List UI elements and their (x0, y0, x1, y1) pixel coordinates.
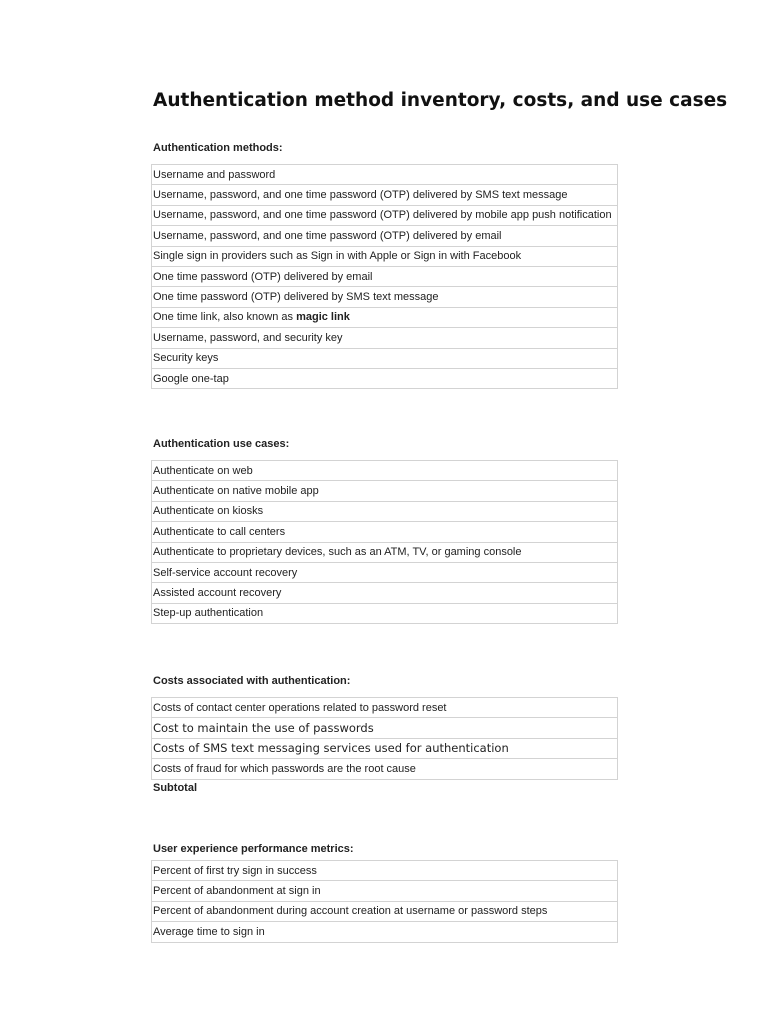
table-row (152, 328, 618, 348)
costs-heading: Costs associated with authentication: (153, 675, 351, 687)
table-cell: Username, password, and one time password (OTP) delivered by SMS text message (152, 185, 618, 205)
table-cell: Authenticate to call centers (152, 522, 618, 542)
use-cases-heading: Authentication use cases: (153, 438, 290, 450)
table-row (152, 718, 618, 738)
table-cell: Username and password (152, 165, 618, 185)
table-cell: Security keys (152, 348, 618, 368)
ux-metrics-heading: User experience performance metrics: (153, 843, 354, 855)
table-row (152, 901, 618, 921)
table-row (152, 246, 618, 266)
methods-table (151, 164, 618, 389)
table-cell: Username, password, and one time password (OTP) delivered by email (152, 226, 618, 246)
table-row (152, 861, 618, 881)
table-cell: One time password (OTP) delivered by SMS text message (152, 287, 618, 307)
table-row (152, 738, 618, 758)
table-cell: Authenticate on kiosks (152, 501, 618, 521)
table-row (152, 481, 618, 501)
table-row (152, 205, 618, 225)
table-row (152, 307, 618, 327)
table-row (152, 287, 618, 307)
magic-link-prefix: One time link, also known as (153, 311, 297, 324)
table-cell: Single sign in providers such as Sign in with Apple or Sign in with Facebook (152, 246, 618, 266)
table-cell: Username, password, and security key (152, 328, 618, 348)
table-cell: Costs of contact center operations related to password reset (152, 698, 618, 718)
table-cell: Percent of first try sign in success (152, 861, 618, 881)
table-cell: Authenticate on web (152, 461, 618, 481)
table-cell: Authenticate on native mobile app (152, 481, 618, 501)
table-cell: Step-up authentication (152, 603, 618, 623)
table-row (152, 348, 618, 368)
table-cell: Google one-tap (152, 368, 618, 388)
table-row (152, 185, 618, 205)
table-cell: Percent of abandonment at sign in (152, 881, 618, 901)
ux-metrics-table (151, 860, 618, 943)
use-cases-table (151, 460, 618, 624)
table-cell: Assisted account recovery (152, 583, 618, 603)
magic-link-term: magic link (296, 311, 350, 324)
table-cell: Percent of abandonment during account creation at username or password steps (152, 901, 618, 921)
table-cell: Self-service account recovery (152, 562, 618, 582)
table-cell: Username, password, and one time password (OTP) delivered by mobile app push notification (152, 205, 618, 225)
table-row (152, 461, 618, 481)
table-row (152, 583, 618, 603)
table-cell: Average time to sign in (152, 922, 618, 942)
table-cell: Costs of SMS text messaging services used for authentication (152, 738, 618, 758)
table-row (152, 881, 618, 901)
table-row (152, 266, 618, 286)
methods-heading: Authentication methods: (153, 142, 283, 154)
table-cell: Authenticate to proprietary devices, such as an ATM, TV, or gaming console (152, 542, 618, 562)
table-cell: Cost to maintain the use of passwords (152, 718, 618, 738)
table-row (152, 226, 618, 246)
table-row (152, 698, 618, 718)
table-row (152, 922, 618, 942)
table-row (152, 542, 618, 562)
table-row (152, 562, 618, 582)
table-row (152, 368, 618, 388)
table-row (152, 759, 618, 779)
costs-subtotal-label: Subtotal (153, 782, 197, 794)
table-row (152, 165, 618, 185)
table-cell-magic-link (152, 307, 618, 327)
table-row (152, 522, 618, 542)
table-cell: One time password (OTP) delivered by email (152, 266, 618, 286)
table-row (152, 603, 618, 623)
costs-table (151, 697, 618, 780)
table-cell: Costs of fraud for which passwords are the root cause (152, 759, 618, 779)
table-row (152, 501, 618, 521)
document-title: Authentication method inventory, costs, and use cases (153, 90, 728, 111)
